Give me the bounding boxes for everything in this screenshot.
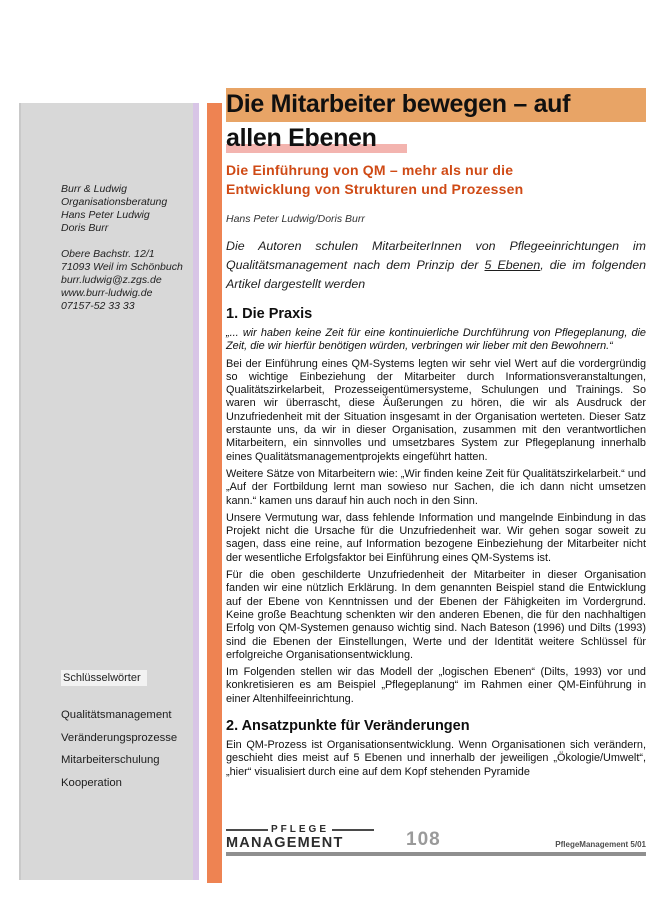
keywords-label: Schlüsselwörter — [61, 670, 147, 686]
keyword-item: Veränderungsprozesse — [61, 731, 178, 744]
address-lines — [61, 248, 193, 313]
article-title-line1: Die Mitarbeiter bewegen – auf — [226, 88, 646, 122]
keyword-item: Mitarbeiterschulung — [61, 754, 160, 766]
footer-row — [226, 824, 646, 851]
article-subtitle: Die Einführung von QM – mehr als nur die Entwicklung von Strukturen und Prozessen — [226, 162, 524, 197]
footer-rule — [226, 852, 646, 856]
body-paragraph: Bei der Einführung eines QM-Systems legten wir sehr viel Wert auf die vordergründig so wichtige Einbeziehung der Mitarbeiter durch Informationsveranstaltungen, Qualitätszirkelarbeit, Prozesseigentümersysteme, Schulungen und Trainings. So waren wir überrascht, diese Äußerungen zu hören, die wir als Ausdruck der Unzufriedenheit mit der Situation insgesamt in der Organisation werteten. Dieser Satz erstaunte uns, da wir in dieser Organisation, zusammen mit den verantwortlichen Mitarbeitern, ein sinnvolles und umsetzbares System zur Pflegeplanung innerhalb eines Qualitätsmanagementprojekts eingeführt hatten. — [226, 357, 646, 463]
body-paragraph: Weitere Sätze von Mitarbeitern wie: „Wir finden keine Zeit für Qualitätszirkelarbeit.“ und „Auf der Fortbildung lernt man sowieso nur Sachen, die ich dann nicht umsetzen kann.“ kamen uns darauf hin auch noch in den Sinn. — [226, 467, 646, 507]
journal-logo — [226, 824, 374, 851]
body-paragraph: Unsere Vermutung war, dass fehlende Information und mangelnde Einbindung in das Projekt nicht die Ursache für die Unzufriedenheit war. Wir gehen sogar soweit zu sagen, dass eine reine, auf Information bezogene Einbeziehung der Mitarbeiter nicht der wesentliche Erfolgsfaktor bei Einführung eines QM-Systems ist. — [226, 511, 646, 564]
address-line: 07157-52 33 33 — [61, 300, 135, 312]
body-paragraph: Ein QM-Prozess ist Organisationsentwicklung. Wenn Organisationen sich verändern, geschieht dies meist auf 5 Ebenen und innerhalb der jeweiligen „Ökologie/Umwelt“, „hier“ visualisiert durch eine auf dem Kopf stehenden Pyramide — [226, 739, 646, 778]
logo-rule-left — [226, 829, 268, 831]
keyword-item: Qualitätsmanagement — [61, 709, 172, 721]
body-paragraph: Im Folgenden stellen wir das Modell der „logischen Ebenen“ (Dilts, 1993) vor und konkretisieren es am Beispiel „Pflegeplanung“ im Rahmen einer QM-Einführung in einer Altenhilfeeinrichtung. — [226, 666, 646, 705]
journal-logo-management: MANAGEMENT — [226, 835, 344, 851]
section-body — [226, 739, 646, 779]
keyword-item: Kooperation — [61, 776, 122, 789]
lavender-accent-bar — [193, 103, 199, 880]
address-line: Obere Bachstr. 12/1 — [61, 248, 155, 260]
quote-paragraph: „... wir haben keine Zeit für eine kontinuierliche Durchführung von Pflegeplanung, die Zeit, die wir hierfür benötigen würden, verbringen wir lieber mit den Bewohnern.“ — [226, 327, 646, 353]
section-body — [226, 327, 646, 706]
journal-logo-top — [226, 824, 374, 835]
section-ansatzpunkte — [226, 718, 646, 779]
logo-rule-right — [332, 829, 374, 831]
journal-logo-pflege: PFLEGE — [271, 824, 330, 835]
lead-text-underlined: 5 Ebenen — [484, 258, 541, 272]
address-line: 71093 Weil im Schönbuch — [61, 261, 183, 273]
page-footer — [226, 824, 646, 856]
contact-line: Doris Burr — [61, 222, 109, 234]
lead-text-post: , die im folgenden Artikel dargestellt werden — [226, 258, 647, 291]
body-paragraph: Für die oben geschilderte Unzufriedenheit der Mitarbeiter in dieser Organisation fanden wir eine nützlich Erklärung. In dem genannten Beispiel stand die Entwicklung auf der Ebene von Kenntnissen und der Ebenen der Fähigkeiten im Vordergrund. Keine große Beachtung schenkten wir den anderen Ebenen, die für den nachhaltigen Erfolg von QM-Systemen genauso wichtig sind. Nach Bateson (1996) und Dilts (1993) sind die Ebenen der Einstellungen, Werte und der Identität weitere Schlüssel für erfolgreiche Organisationsentwicklung. — [226, 569, 646, 661]
contact-block — [61, 183, 193, 313]
address-line: burr.ludwig@z.zgs.de — [61, 274, 162, 286]
article-column — [226, 88, 646, 783]
lead-text-pre: Die Autoren schulen MitarbeiterInnen von Pflegeeinrichtungen im Qualitätsmanagement nach dem Prinzip der — [226, 239, 646, 272]
contact-line: Burr & Ludwig — [61, 183, 127, 195]
page-number: 108 — [406, 829, 441, 850]
section-heading: 2. Ansatzpunkte für Veränderungen — [226, 718, 470, 735]
issue-label: PflegeManagement 5/01 — [555, 840, 646, 849]
lead-paragraph — [226, 237, 646, 294]
orange-accent-bar — [207, 103, 222, 883]
contact-line: Hans Peter Ludwig — [61, 209, 150, 221]
keywords-block — [61, 668, 193, 794]
article-title-line2: allen Ebenen — [226, 124, 407, 153]
section-die-praxis — [226, 306, 646, 706]
contact-gap — [61, 235, 193, 248]
address-line: www.burr-ludwig.de — [61, 287, 153, 299]
section-heading: 1. Die Praxis — [226, 306, 313, 322]
contact-lines — [61, 183, 193, 235]
contact-line: Organisationsberatung — [61, 196, 168, 208]
author-line: Hans Peter Ludwig/Doris Burr — [226, 213, 365, 225]
keyword-list — [61, 704, 193, 794]
